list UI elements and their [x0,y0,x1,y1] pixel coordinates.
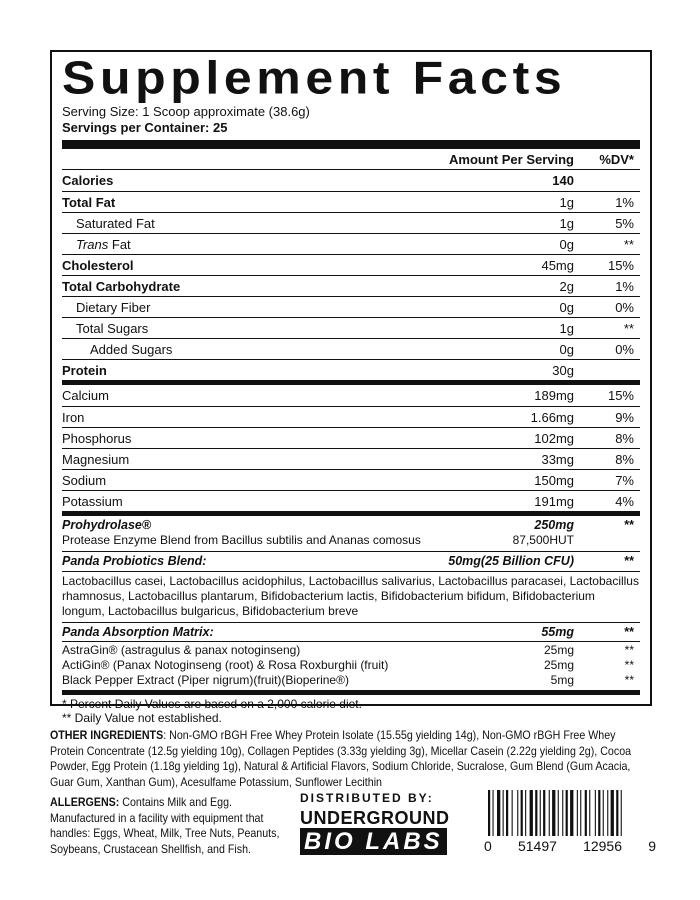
distributor-logo: BIO LABS [300,828,447,855]
nutrient-name: Trans Fat [76,236,131,252]
ingredient-amount: 25mg [543,658,574,672]
barcode-digit: 12956 [583,838,623,854]
nutrient-amount: 140 [552,173,574,188]
nutrient-name: Iron [62,409,85,425]
column-header [62,149,640,169]
barcode-digit: 51497 [517,838,557,854]
other-ingredients [50,728,652,790]
nutrient-amount: 102mg [534,430,574,446]
panel-title: Supplement Facts [62,52,567,104]
footnotes [62,695,640,725]
nutrient-name: Added Sugars [90,341,173,357]
nutrient-name: Cholesterol [62,257,134,273]
nutrient-amount: 2g [559,278,574,294]
ingredient-amount: 5mg [550,673,574,687]
nutrient-dv: 5% [615,215,634,231]
nutrient-row [62,490,640,511]
blend-desc: Lactobacillus casei, Lactobacillus acidophilus, Lactobacillus salivarius, Lactobacillus paracasei, Lactobacillus rhamnosus, Lactobacillus plantarum, Bifidobacterium lactis, Bifidobacterium bifidum, Bifidobacterium longum, Lactobacillus bulgaricus, Bifidobacterium breve [62,574,639,618]
distributor-label: DISTRIBUTED BY: [300,791,434,805]
footnote: * Percent Daily Values are based on a 2,000 calorie diet. [62,697,362,711]
prohydrolase-block [62,516,640,551]
nutrient-row [62,170,640,191]
distributor [300,791,470,855]
footnote: ** Daily Value not established. [62,711,222,725]
nutrient-name: Potassium [62,493,123,509]
allergens [50,795,298,857]
nutrient-row [62,406,640,427]
nutrient-name: Total Fat [62,194,116,210]
nutrient-name: Total Carbohydrate [62,278,181,294]
nutrient-name: Phosphorus [62,430,132,446]
nutrient-amount: 1g [559,320,574,336]
mineral-list [62,385,640,511]
nutrient-name: Saturated Fat [76,215,155,231]
nutrient-dv: 0% [615,341,634,357]
serving-size: Serving Size: 1 Scoop approximate (38.6g) [62,104,310,119]
blend-desc: Protease Enzyme Blend from Bacillus subtilis and Ananas comosus [62,533,421,547]
other-ingredients-label: OTHER INGREDIENTS [50,729,164,742]
nutrient-amount: 1g [559,215,574,231]
nutrient-amount: 45mg [541,257,574,273]
nutrient-dv: ** [623,236,634,252]
servings-per-container: Servings per Container: 25 [62,120,228,135]
nutrient-amount: 0g [559,236,574,252]
nutrient-dv: 4% [615,493,634,509]
ingredient-name: ActiGin® (Panax Notoginseng (root) & Rosa Roxburghii (fruit) [62,658,389,672]
nutrient-row [62,317,640,338]
barcode-digit: 9 [648,838,656,854]
ingredient-name: AstraGin® (astragulus & panax notoginseng) [62,643,301,657]
nutrient-amount: 191mg [534,493,574,509]
blend-dv: ** [624,518,634,532]
nutrient-amount: 150mg [534,472,574,488]
blend-amount: 55mg [541,625,574,639]
nutrient-row [62,469,640,490]
other-ingredients-text: : Non-GMO rBGH Free Whey Protein Isolate (15.55g yielding 14g), Non-GMO rBGH Free Whey Protein Concentrate (12.5g yielding 10g), Collagen Peptides (3.33g yielding 3g), Micellar Casein (2.22g yielding 2g), Cocoa Powder, Egg Protein (1.18g yielding 1g), Natural & Artificial Flavors, Sodium Chloride, Sucralose, Gum Blend (Gum Acacia, Guar Gum, Xanthan Gum), Acesulfame Potassium, Sunflower Lecithin [50,729,632,789]
blend-dv: ** [624,625,634,639]
nutrient-name: Protein [62,362,107,378]
ingredient-name: Black Pepper Extract (Piper nigrum)(fruit)(Bioperine®) [62,673,349,687]
nutrient-amount: 1.66mg [530,409,574,425]
blend-ingredient [62,643,640,658]
nutrient-dv: 15% [607,257,634,273]
nutrient-row [62,275,640,296]
nutrient-dv: 1% [615,278,634,294]
barcode-digit: 0 [484,838,492,854]
nutrient-dv: 1% [615,194,634,210]
nutrient-row [62,254,640,275]
blend-dv: ** [624,554,634,568]
nutrient-row [62,233,640,254]
blend-ingredient [62,658,640,673]
nutrient-amount: 0g [559,341,574,357]
nutrient-dv: ** [623,320,634,336]
nutrient-amount: 1g [559,194,574,210]
nutrient-name: Magnesium [62,451,130,467]
nutrient-row [62,385,640,406]
probiotics-block [62,552,640,622]
barcode [484,790,656,836]
blend-name: Prohydrolase® [62,518,152,532]
nutrient-row [62,359,640,380]
nutrient-row [62,448,640,469]
nutrient-row [62,427,640,448]
nutrient-dv: 15% [607,388,634,403]
distributor-line1: UNDERGROUND [300,808,450,828]
nutrient-dv: 7% [615,472,634,488]
nutrient-dv: 9% [615,409,634,425]
nutrient-dv: 8% [615,430,634,446]
ingredient-dv: ** [624,658,634,672]
dv-header: %DV* [599,151,634,167]
ingredient-amount: 25mg [543,643,574,657]
nutrient-name: Dietary Fiber [76,299,151,315]
nutrient-amount: 33mg [541,451,574,467]
supplement-facts-panel [50,50,652,725]
blend-amount: 250mg [534,518,574,532]
nutrient-row [62,296,640,317]
nutrient-name: Total Sugars [76,320,149,336]
allergens-text: Contains Milk and Egg. Manufactured in a facility with equipment that handles: Eggs, Wheat, Milk, Tree Nuts, Peanuts, Soybeans, Crustacean Shellfish, and Fish. [50,796,280,856]
blend-desc-amount: 87,500HUT [512,533,574,547]
ingredient-dv: ** [624,673,634,687]
nutrient-name: Sodium [62,472,107,488]
blend-ingredient [62,673,640,688]
absorption-block [62,623,640,690]
nutrient-name: Calcium [62,388,109,403]
blend-amount: 50mg(25 Billion CFU) [448,554,574,568]
barcode-digits [484,838,656,854]
nutrient-amount: 30g [552,362,574,378]
nutrient-dv: 8% [615,451,634,467]
blend-name: Panda Probiotics Blend: [62,554,207,568]
amount-header: Amount Per Serving [449,151,574,167]
ingredient-dv: ** [624,643,634,657]
nutrient-row [62,338,640,359]
nutrient-amount: 0g [559,299,574,315]
nutrient-list [62,170,640,380]
nutrient-dv: 0% [615,299,634,315]
nutrient-amount: 189mg [534,388,574,403]
nutrient-name: Calories [62,173,114,188]
allergens-label: ALLERGENS: [50,796,120,809]
blend-name: Panda Absorption Matrix: [62,625,214,639]
divider-thick [62,140,640,149]
nutrient-row [62,191,640,212]
nutrient-row [62,212,640,233]
